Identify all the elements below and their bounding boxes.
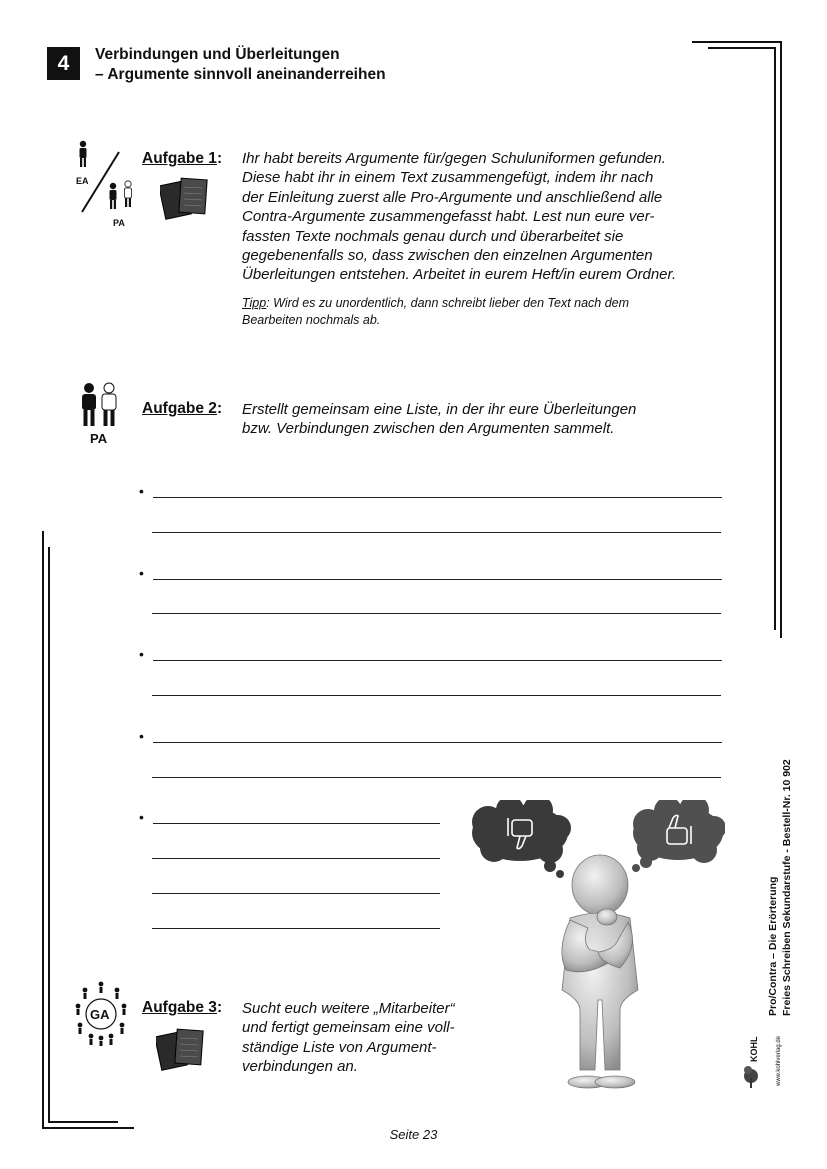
tip-line-2: Bearbeiten nochmals ab. [242,312,381,327]
page-title [95,45,386,85]
task-3-line-1: Sucht euch weitere „Mitarbeiter“ [242,1000,455,1017]
frame-top-right-inner [708,47,776,49]
writing-line[interactable] [153,579,722,580]
task-1-mode-pa: PA [113,218,125,228]
task-1-line-7: Überleitungen entstehen. Arbeitet in eurem Heft/in eurem Ordner. [242,266,677,284]
task-1-line-1: Ihr habt bereits Argumente für/gegen Schuluniformen gefunden. [242,150,666,167]
task-1-label: Aufgabe 1: [142,150,223,167]
writing-line[interactable] [152,777,721,778]
page-number: Seite 23 [389,1127,438,1142]
tip-line-1: : Wird es zu unordentlich, dann schreibt lieber den Text nach dem [266,296,630,310]
thinking-figure-illustration [470,800,725,1095]
frame-left-outer [42,531,44,1129]
frame-top-right-outer [692,41,782,43]
task-1-text [242,149,722,285]
frame-bottom-left-inner [48,1121,118,1123]
publisher-url: www.kohlverlag.de [776,1035,782,1086]
frame-left-inner [48,547,50,1123]
chapter-number-badge: 4 [47,47,80,80]
task-1-label-text: Aufgabe 1 [142,150,217,167]
task-1-tip [242,295,722,328]
writing-line[interactable] [152,893,440,894]
bullet-1: • [139,483,144,499]
task-1-line-2: Diese habt ihr in einem Text zusammengefügt, indem ihr nach [242,169,654,187]
bullet-2: • [139,565,144,581]
frame-right-outer [780,41,782,638]
writing-line[interactable] [152,532,721,533]
task-2-mode-icon [76,380,122,435]
task-2-text [242,400,722,439]
writing-line[interactable] [152,928,440,929]
task-3-line-3: ständige Liste von Argument- [242,1038,437,1056]
task-1-line-6: gegebenenfalls so, dass zwischen den einzelnen Argumenten [242,247,653,265]
tip-label: Tipp [242,296,267,310]
sidebar-imprint-line-1: Pro/Contra – Die Erörterung [767,876,779,1016]
bullet-4: • [139,728,144,744]
writing-line[interactable] [153,823,440,824]
task-3-label: Aufgabe 3: [142,999,223,1016]
book-icon [160,175,210,226]
writing-line[interactable] [152,613,721,614]
frame-right-inner [774,47,776,630]
task-1-line-4: Contra-Argumente zusammengefasst habt. Lest nun eure ver- [242,208,655,226]
title-line-2: – Argumente sinnvoll aneinanderreihen [95,66,386,83]
task-3-line-2: und fertigt gemeinsam eine voll- [242,1019,455,1037]
publisher-name: KOHL [749,1036,759,1062]
writing-line[interactable] [153,497,722,498]
task-2-label-text: Aufgabe 2 [142,400,217,417]
task-3-line-4: verbindungen an. [242,1058,358,1076]
task-1-line-5: fassten Texte nochmals genau durch und überarbeitet sie [242,227,624,245]
task-1-mode-ea: EA [76,176,89,186]
student-pair-icon [76,380,122,430]
task-2-label: Aufgabe 2: [142,400,223,417]
task-3-label-text: Aufgabe 3 [142,999,217,1016]
bullet-3: • [139,646,144,662]
writing-line[interactable] [152,695,721,696]
task-2-line-2: bzw. Verbindungen zwischen den Argumenten sammelt. [242,420,615,438]
task-2-mode-pa: PA [90,431,108,446]
thought-bubble-right [632,800,725,872]
bullet-5: • [139,809,144,825]
task-1-line-3: der Einleitung zuerst alle Pro-Argumente und anschließend alle [242,188,663,206]
writing-line[interactable] [152,858,440,859]
writing-line[interactable] [153,660,722,661]
book-icon [156,1026,206,1077]
sidebar-imprint-line-2: Freies Schreiben Sekundarstufe - Bestell-Nr. 10 902 [781,759,793,1016]
writing-line[interactable] [153,742,722,743]
thought-bubble-left [472,800,571,878]
task-3-text [242,999,482,1077]
task-2-line-1: Erstellt gemeinsam eine Liste, in der ihr eure Überleitungen [242,401,637,418]
task-3-mode-ga: GA [90,1007,110,1022]
title-line-1: Verbindungen und Überleitungen [95,46,340,63]
